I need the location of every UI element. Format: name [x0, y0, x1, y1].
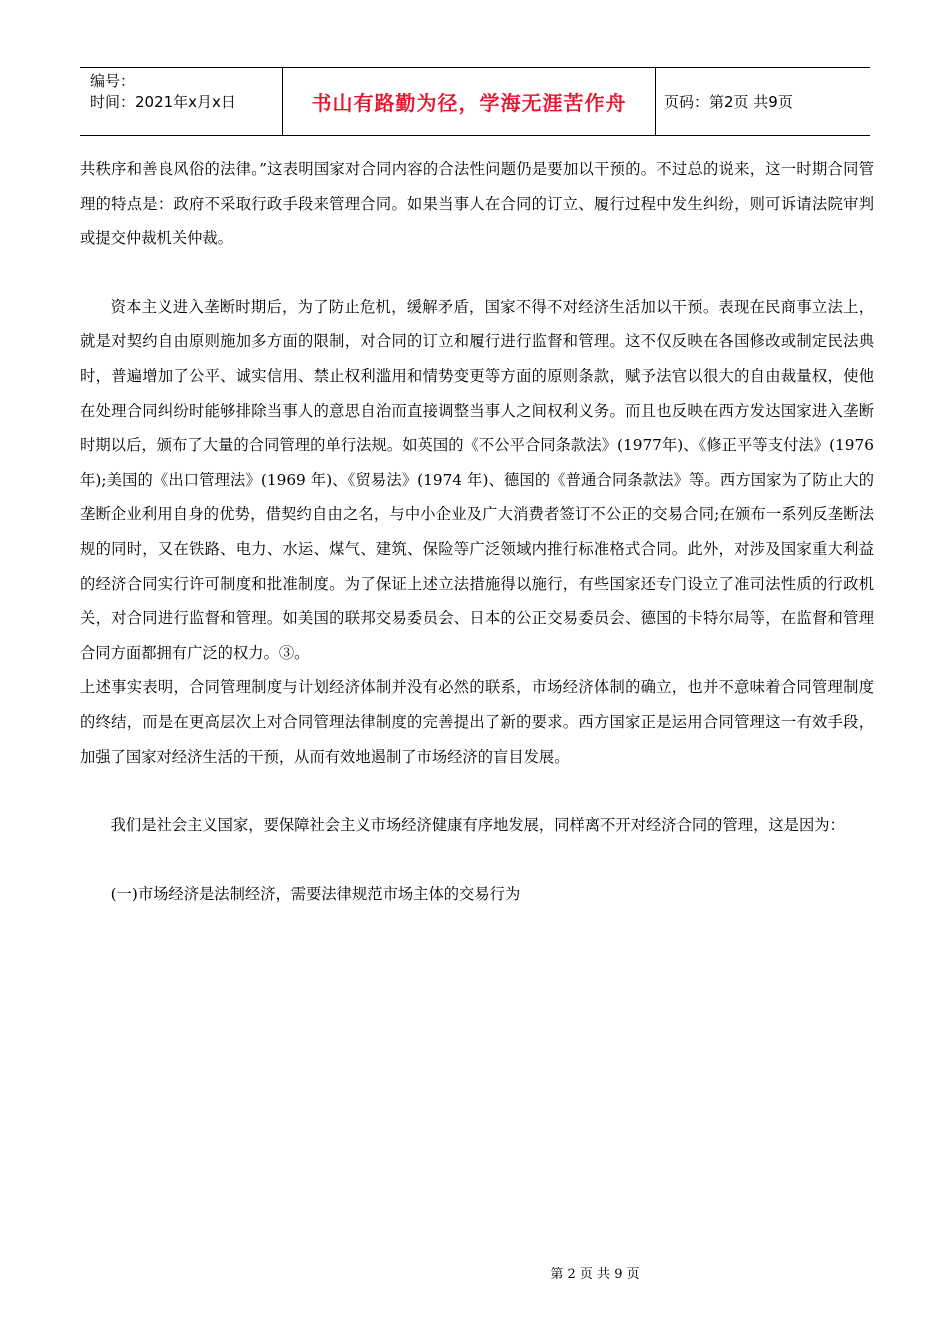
page-footer: 第 2 页 共 9 页 — [550, 1267, 640, 1282]
document-time-label: 时间：2021年x月x日 — [90, 93, 236, 111]
header-page-code: 页码：第2页 共9页 — [664, 93, 793, 111]
paragraph-1: 共秩序和善良风俗的法律。”这表明国家对合同内容的合法性问题仍是要加以干预的。不过总的说来，这一时期合同管理的特点是：政府不采取行政手段来管理合同。如果当事人在合同的订立、履行过程中发生纠纷，则可诉请法院审判或提交仲裁机关仲裁。 — [80, 160, 874, 248]
page-header — [80, 67, 870, 136]
header-motto: 书山有路勤为径，学海无涯苦作舟 — [283, 68, 656, 135]
paragraph-3: 上述事实表明，合同管理制度与计划经济体制并没有必然的联系，市场经济体制的确立，也并不意味着合同管理制度的终结，而是在更高层次上对合同管理法律制度的完善提出了新的要求。西方国家正是运用合同管理这一有效手段，加强了国家对经济生活的干预，从而有效地遏制了市场经济的盲目发展。 — [80, 678, 874, 766]
document-number-label: 编号： — [90, 72, 136, 90]
section-heading: (一)市场经济是法制经济，需要法律规范市场主体的交易行为 — [110, 884, 521, 903]
paragraph-2: 资本主义进入垄断时期后，为了防止危机，缓解矛盾，国家不得不对经济生活加以干预。表现在民商事立法上，就是对契约自由原则施加多方面的限制，对合同的订立和履行进行监督和管理。这不仅反映在各国修改或制定民法典时，普遍增加了公平、诚实信用、禁止权利滥用和情势变更等方面的原则条款，赋予法官以很大的自由裁量权，使他在处理合同纠纷时能够排除当事人的意思自治而直接调整当事人之间权利义务。而且也反映在西方发达国家进入垄断时期以后，颁布了大量的合同管理的单行法规。如英国的《不公平合同条款法》(1977年)、《修正平等支付法》(1976 年);美国的《出口管理法》(1969 年)、《贸易法》(1974 年)、德国的《普通合同条款法》等。西方国家为了防止大的垄断企业利用自身的优势，借契约自由之名，与中小企业及广大消费者签订不公正的交易合同;在颁布一系列反垄断法规的同时，又在铁路、电力、水运、煤气、建筑、保险等广泛领域内推行标准格式合同。此外，对涉及国家重大利益的经济合同实行许可制度和批准制度。为了保证上述立法措施得以施行，有些国家还专门设立了准司法性质的行政机关，对合同进行监督和管理。如美国的联邦交易委员会、日本的公正交易委员会、德国的卡特尔局等，在监督和管理合同方面都拥有广泛的权力。③。 — [80, 297, 874, 662]
paragraph-4: 我们是社会主义国家，要保障社会主义市场经济健康有序地发展，同样离不开对经济合同的管理，这是因为： — [110, 816, 845, 835]
document-body — [80, 152, 874, 911]
header-meta — [80, 68, 283, 135]
